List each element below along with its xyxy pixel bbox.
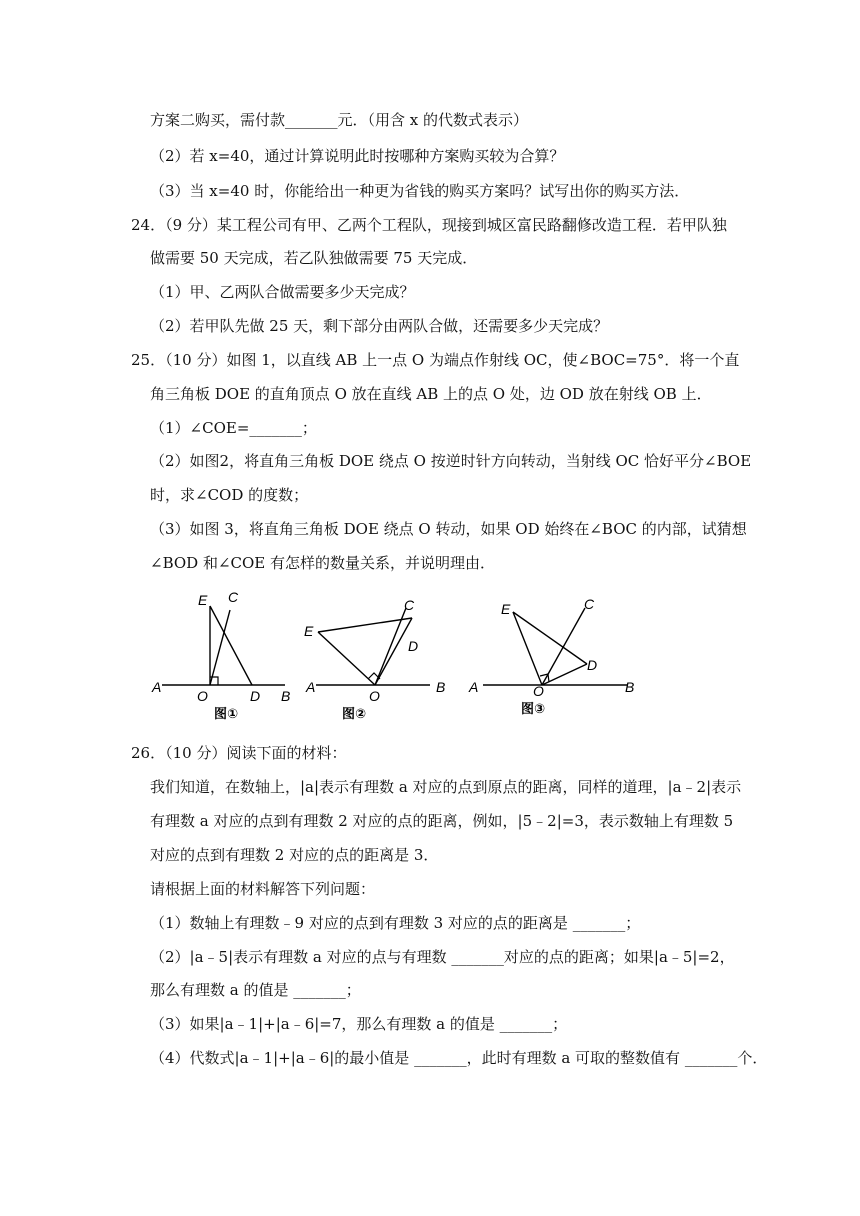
question-24: 24．（9 分）某工程公司有甲、乙两个工程队，现接到城区富民路翻修改造工程．若甲队独 [131,216,727,234]
figure-3-caption: 图③ [521,701,546,716]
text-line: 我们知道，在数轴上，|a|表示有理数 a 对应的点到原点的距离，同样的道理，|a﹣2|表示 [150,778,742,796]
label-a: A [152,679,162,695]
text-line: （2）若 x=40，通过计算说明此时按哪种方案购买较为合算？ [150,147,565,165]
question-26: 26．（10 分）阅读下面的材料： [131,744,347,762]
figure-2 [300,588,455,723]
text-line: （3）如图 3，将直角三角板 DOE 绕点 O 转动，如果 OD 始终在∠BOC 的内部，试猜想 [150,520,747,538]
label-o: O [197,688,208,704]
text-line: （1）数轴上有理数﹣9 对应的点到有理数 3 对应的点的距离是 _______； [150,914,641,932]
text-line: ∠BOD 和∠COE 有怎样的数量关系，并说明理由． [150,554,496,572]
figure-2-caption: 图② [342,706,367,721]
label-e: E [198,592,208,608]
text-line: 那么有理数 a 的值是 _______； [150,981,361,999]
label-d: D [587,657,598,673]
label-o: O [533,683,544,699]
text-line: （4）代数式|a﹣1|+|a﹣6|的最小值是 _______，此时有理数 a 可取的整数值有 _______个． [150,1049,768,1067]
label-d: D [250,688,261,704]
label-a: A [306,679,316,695]
text-line: （1）甲、乙两队合做需要多少天完成？ [150,283,415,301]
label-c: C [584,596,595,612]
label-b: B [625,679,635,695]
text-line: 时，求∠COD 的度数； [150,486,309,504]
label-d: D [408,638,419,654]
question-25: 25．（10 分）如图 1，以直线 AB 上一点 O 为端点作射线 OC，使∠BOC=75°．将一个直 [131,351,740,369]
text-line: 做需要 50 天完成，若乙队独做需要 75 天完成． [150,249,478,267]
label-e: E [501,601,511,617]
text-line: （2）|a﹣5|表示有理数 a 对应的点与有理数 _______对应的点的距离；如果|a﹣5|=2， [150,948,735,966]
text-line: （1）∠COE=_______； [150,419,317,437]
figure-3 [465,588,645,723]
label-o: O [369,688,380,704]
label-b: B [436,679,446,695]
label-b: B [281,688,291,704]
label-a: A [469,679,479,695]
text-line: （3）当 x=40 时，你能给出一种更为省钱的购买方案吗？试写出你的购买方法． [150,182,690,200]
text-line: 有理数 a 对应的点到有理数 2 对应的点的距离，例如，|5﹣2|=3，表示数轴上有理数 5 [150,812,734,830]
figure-1 [150,588,300,723]
text-line: 方案二购买，需付款_______元．（用含 x 的代数式表示） [150,111,528,129]
figure-1-caption: 图① [214,706,239,721]
text-line: （2）若甲队先做 25 天，剩下部分由两队合做，还需要多少天完成？ [150,317,609,335]
text-line: 请根据上面的材料解答下列问题： [150,880,376,898]
text-line: 对应的点到有理数 2 对应的点的距离是 3． [150,846,439,864]
label-c: C [228,589,239,605]
label-c: C [404,597,415,613]
text-line: （2）如图2，将直角三角板 DOE 绕点 O 按逆时针方向转动，当射线 OC 恰好平分∠BOE [150,452,752,470]
label-e: E [304,623,314,639]
text-line: 角三角板 DOE 的直角顶点 O 放在直线 AB 上的点 O 处，边 OD 放在射线 OB 上． [150,385,712,403]
text-line: （3）如果|a﹣1|+|a﹣6|=7，那么有理数 a 的值是 _______； [150,1015,568,1033]
